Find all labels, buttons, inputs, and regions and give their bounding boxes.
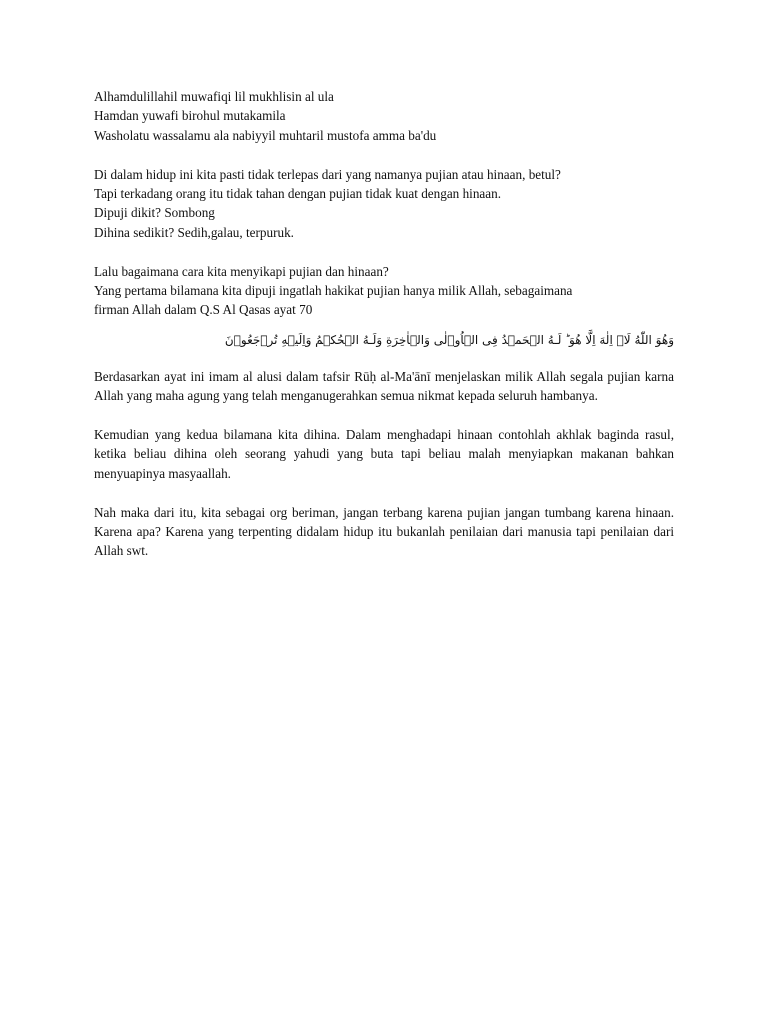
question-lines	[94, 262, 674, 320]
opening-lines	[94, 87, 674, 145]
intro-lines	[94, 165, 674, 243]
opening-line: Alhamdulillahil muwafiqi lil mukhlisin al ula	[94, 89, 334, 104]
opening-line: Hamdan yuwafi birohul mutakamila	[94, 108, 286, 124]
opening-line: Washolatu wassalamu ala nabiyyil muhtaril mustofa amma ba'du	[94, 127, 437, 143]
intro-line: Dipuji dikit? Sombong	[94, 205, 215, 221]
document-body	[94, 87, 674, 561]
question-line: Yang pertama bilamana kita dipuji ingatlah hakikat pujian hanya milik Allah, sebagaimana	[94, 283, 573, 299]
intro-line: Tapi terkadang orang itu tidak tahan dengan pujian tidak kuat dengan hinaan.	[94, 186, 502, 202]
paragraph-hinaan: Kemudian yang kedua bilamana kita dihina. Dalam menghadapi hinaan contohlah akhlak baginda rasul, ketika beliau dihina oleh seorang yahudi yang buta tapi beliau malah menyiapkan makanan bahkan menyuapinya masyaallah.	[94, 427, 674, 481]
paragraph-tafsir: Berdasarkan ayat ini imam al alusi dalam tafsir Rūḥ al-Ma'ānī menjelaskan milik Allah segala pujian karna Allah yang maha agung yang telah menganugerahkan semua nikmat kepada seluruh hambanya.	[94, 368, 674, 404]
intro-line: Di dalam hidup ini kita pasti tidak terlepas dari yang namanya pujian atau hinaan, betul?	[94, 166, 561, 182]
question-line: Lalu bagaimana cara kita menyikapi pujian dan hinaan?	[94, 263, 389, 279]
arabic-verse: وَهُوَ اللّٰهُ لَاۤ اِلٰهَ اِلَّا هُوَ ؕ لَـهُ الۡحَمۡدُ فِى الۡاُوۡلٰى وَالۡاٰخِرَةِ وَلَـهُ الۡحُكۡمُ وَاِلَيۡهِ تُرۡجَعُوۡنَ	[224, 332, 674, 347]
question-line: firman Allah dalam Q.S Al Qasas ayat 70	[94, 302, 313, 318]
paragraph-gap	[94, 406, 674, 425]
paragraph-gap	[94, 145, 674, 164]
paragraph-gap	[94, 483, 674, 502]
paragraph-gap	[94, 242, 674, 261]
paragraph-conclusion: Nah maka dari itu, kita sebagai org beriman, jangan terbang karena pujian jangan tumbang karena hinaan. Karena apa? Karena yang terpenting didalam hidup itu bukanlah penilaian dari manusia tapi penilaian dari Allah swt.	[94, 504, 674, 559]
intro-line: Dihina sedikit? Sedih,galau, terpuruk.	[94, 224, 294, 240]
